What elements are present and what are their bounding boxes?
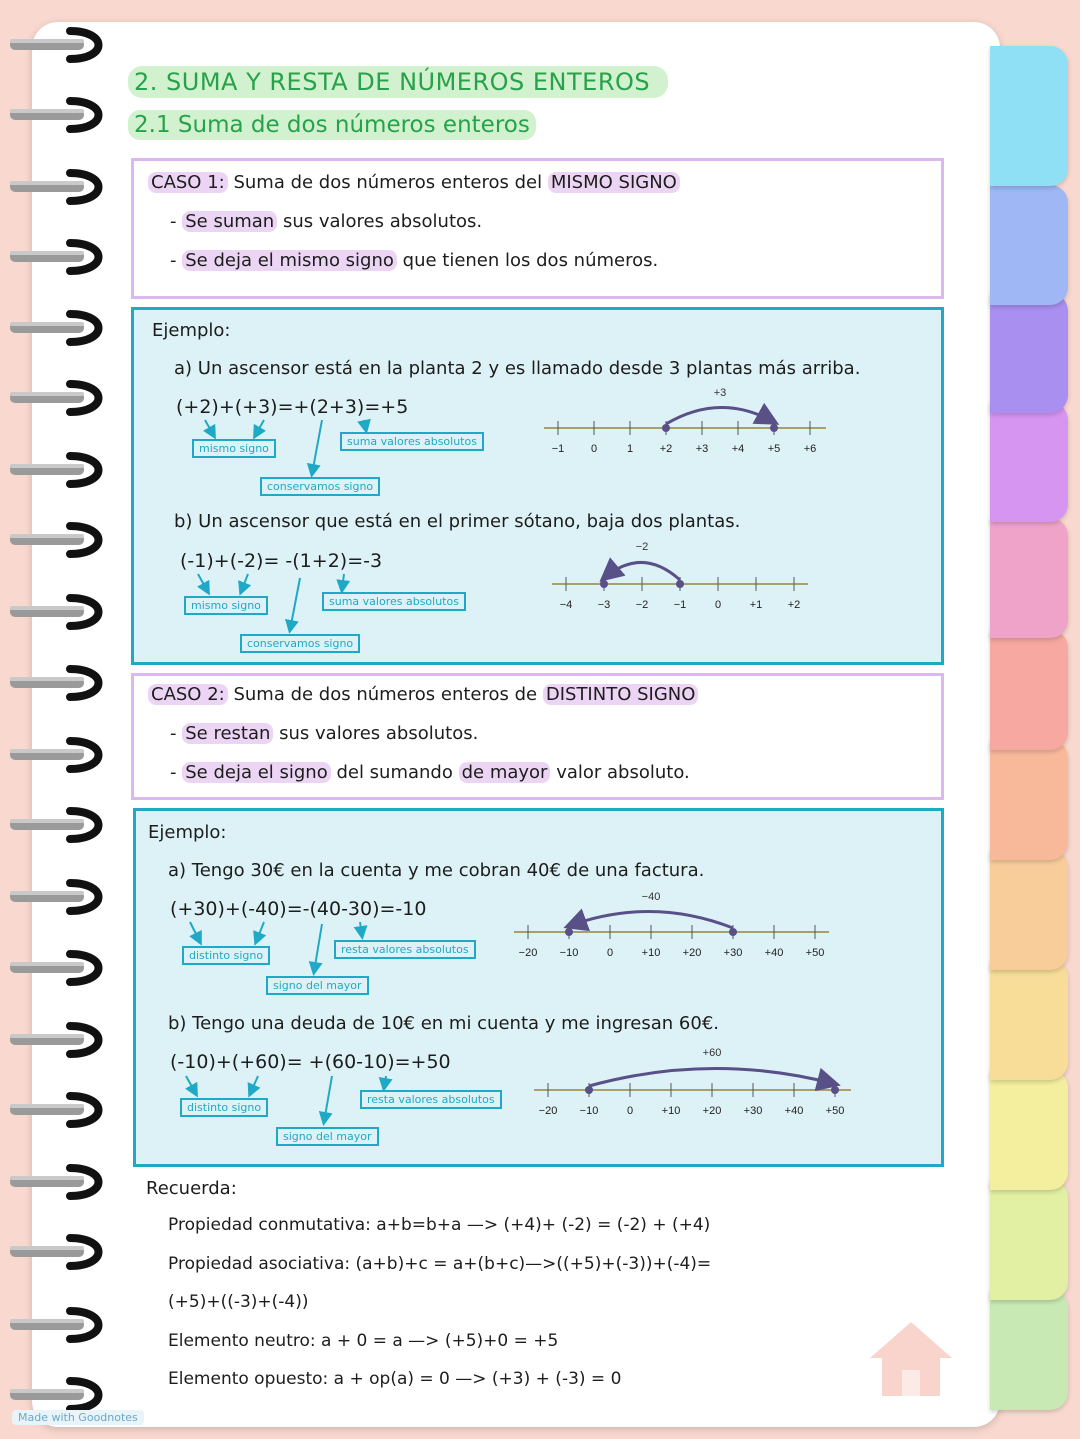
annotation-arrow: [290, 578, 300, 630]
caso2-bullet-2: - Se deja el signo del sumando de mayor valor absoluto.: [170, 762, 690, 783]
annotation-arrow: [364, 420, 366, 430]
tick-label: −20: [518, 947, 538, 959]
annotation-arrow: [314, 924, 322, 972]
annotation-arrow: [255, 420, 264, 436]
tick-label: +40: [784, 1105, 804, 1117]
section-tab-12[interactable]: [990, 1290, 1068, 1410]
ejemplo2-label: Ejemplo:: [148, 822, 227, 843]
tick-label: −4: [559, 599, 573, 610]
annotation-arrow: [241, 574, 248, 592]
tick-label: +1: [749, 599, 763, 610]
caso2-b2-mid: del sumando: [336, 762, 453, 783]
ejemplo1-b-label-3: conservamos signo: [240, 634, 360, 653]
ejemplo2-b-label-3: signo del mayor: [276, 1127, 379, 1146]
tick-label: −10: [559, 947, 579, 959]
tick-label: +4: [731, 443, 745, 455]
caso2-b2-hl: Se deja el signo: [182, 762, 331, 783]
ejemplo2-a-label-3: signo del mayor: [266, 976, 369, 995]
caso1-b2-hl: Se deja el mismo signo: [182, 250, 397, 271]
tick-label: 1: [626, 443, 634, 455]
annotation-arrow: [324, 1076, 332, 1122]
tick-label: −10: [579, 1105, 599, 1117]
section-tab-7[interactable]: [990, 740, 1068, 860]
caso2-prefix: CASO 2:: [148, 684, 228, 705]
jump-label: −2: [635, 541, 649, 553]
caso2-b1-rest: sus valores absolutos.: [279, 723, 479, 744]
section-tab-1[interactable]: [990, 46, 1068, 186]
annotation-arrow: [342, 574, 344, 590]
tick-label: 0: [714, 599, 722, 610]
caso1-bullet-2: - Se deja el mismo signo que tienen los dos números.: [170, 250, 659, 271]
caso1-bullet-1: - Se suman sus valores absolutos.: [170, 211, 483, 232]
section-tab-6[interactable]: [990, 630, 1068, 750]
tick-label: +20: [682, 947, 702, 959]
caso1-b1-rest: sus valores absolutos.: [282, 211, 483, 232]
tick-label: +5: [767, 443, 781, 455]
caso1-prefix: CASO 1:: [148, 172, 228, 193]
section-tab-10[interactable]: [990, 1070, 1068, 1190]
tick-label: 0: [606, 947, 614, 959]
section-tab-9[interactable]: [990, 960, 1068, 1080]
tick-label: −1: [551, 443, 565, 455]
recuerda-conmutativa: Propiedad conmutativa: a+b=b+a —> (+4)+ (-2) = (-2) + (+4): [168, 1215, 711, 1235]
tick-label: +20: [702, 1105, 722, 1117]
ejemplo1-b-label-2: suma valores absolutos: [322, 592, 466, 611]
tick-label: +30: [723, 947, 743, 959]
ejemplo1-a-label-1: mismo signo: [192, 439, 276, 458]
goodnotes-watermark: Made with Goodnotes: [12, 1410, 144, 1425]
tick-label: +50: [805, 947, 825, 959]
tick-label: +2: [659, 443, 673, 455]
ejemplo1-a-math: (+2)+(+3)=+(2+3)=+5: [176, 396, 409, 418]
tick-label: −1: [673, 599, 687, 610]
ejemplo2-a-label-1: distinto signo: [182, 946, 270, 965]
caso2-text: Suma de dos números enteros de: [233, 684, 538, 705]
caso1-b2-rest: que tienen los dos números.: [402, 250, 659, 271]
tick-label: −3: [597, 599, 611, 610]
caso2-b2-hl2: de mayor: [459, 762, 551, 783]
annotation-arrow: [256, 922, 264, 942]
ejemplo2-a-text: a) Tengo 30€ en la cuenta y me cobran 40€ de una factura.: [168, 860, 705, 881]
ejemplo1-b-text: b) Un ascensor que está en el primer sótano, baja dos plantas.: [174, 511, 741, 532]
tick-label: +30: [743, 1105, 763, 1117]
jump-label: −40: [641, 891, 661, 903]
annotation-arrow: [186, 1076, 196, 1094]
ejemplo2-a-math: (+30)+(-40)=-(40-30)=-10: [170, 898, 427, 920]
home-icon[interactable]: [868, 1318, 954, 1398]
annotation-arrow: [360, 922, 362, 936]
page-subtitle: 2.1 Suma de dos números enteros: [128, 110, 536, 140]
tick-label: 0: [626, 1105, 634, 1117]
annotation-arrow: [190, 922, 200, 942]
caso2-highlight: DISTINTO SIGNO: [543, 684, 699, 705]
ejemplo2-a-label-2: resta valores absolutos: [334, 940, 476, 959]
ejemplo1-a-label-3: conservamos signo: [260, 477, 380, 496]
section-tab-4[interactable]: [990, 402, 1068, 522]
recuerda-asociativa-cont: (+5)+((-3)+(-4)): [168, 1292, 309, 1312]
tick-label: 0: [590, 443, 598, 455]
caso2-b1-hl: Se restan: [182, 723, 273, 744]
tick-label: −2: [635, 599, 649, 610]
annotation-arrow: [384, 1076, 386, 1088]
tick-label: +50: [825, 1105, 845, 1117]
ejemplo1-b-math: (-1)+(-2)= -(1+2)=-3: [180, 550, 383, 572]
section-tab-3[interactable]: [990, 293, 1068, 413]
recuerda-opuesto: Elemento opuesto: a + op(a) = 0 —> (+3) + (-3) = 0: [168, 1369, 622, 1389]
section-tab-8[interactable]: [990, 850, 1068, 970]
ejemplo2-b-text: b) Tengo una deuda de 10€ en mi cuenta y me ingresan 60€.: [168, 1013, 719, 1034]
caso1-b1-hl: Se suman: [182, 211, 277, 232]
annotation-arrow: [312, 420, 322, 474]
annotation-arrow: [250, 1076, 258, 1094]
ejemplo1-a-text: a) Un ascensor está en la planta 2 y es llamado desde 3 plantas más arriba.: [174, 358, 861, 379]
section-tab-11[interactable]: [990, 1180, 1068, 1300]
recuerda-label: Recuerda:: [146, 1178, 237, 1199]
ejemplo1-b-label-1: mismo signo: [184, 596, 268, 615]
ejemplo2-b-label-1: distinto signo: [180, 1098, 268, 1117]
tick-label: +40: [764, 947, 784, 959]
tick-label: +3: [695, 443, 709, 455]
ejemplo2-b-label-2: resta valores absolutos: [360, 1090, 502, 1109]
annotation-arrow: [205, 420, 214, 436]
ejemplo2-b-math: (-10)+(+60)= +(60-10)=+50: [170, 1051, 451, 1073]
tick-label: +6: [803, 443, 817, 455]
tick-label: +10: [641, 947, 661, 959]
jump-label: +3: [713, 387, 727, 399]
page-title: 2. SUMA Y RESTA DE NÚMEROS ENTEROS: [128, 66, 668, 98]
recuerda-asociativa: Propiedad asociativa: (a+b)+c = a+(b+c)—>((+5)+(-3))+(-4)=: [168, 1254, 712, 1274]
recuerda-neutro: Elemento neutro: a + 0 = a —> (+5)+0 = +5: [168, 1331, 559, 1351]
annotation-arrow: [198, 574, 208, 592]
caso1-text: Suma de dos números enteros del: [233, 172, 543, 193]
tick-label: +10: [661, 1105, 681, 1117]
jump-label: +60: [702, 1047, 722, 1059]
caso2-bullet-1: - Se restan sus valores absolutos.: [170, 723, 479, 744]
caso1-highlight: MISMO SIGNO: [548, 172, 680, 193]
section-tab-2[interactable]: [990, 185, 1068, 305]
tick-label: −20: [538, 1105, 558, 1117]
ejemplo1-a-label-2: suma valores absolutos: [340, 432, 484, 451]
ejemplo1-label: Ejemplo:: [152, 320, 231, 341]
caso2-b2-rest: valor absoluto.: [556, 762, 690, 783]
tick-label: +2: [787, 599, 801, 610]
section-tab-5[interactable]: [990, 518, 1068, 638]
